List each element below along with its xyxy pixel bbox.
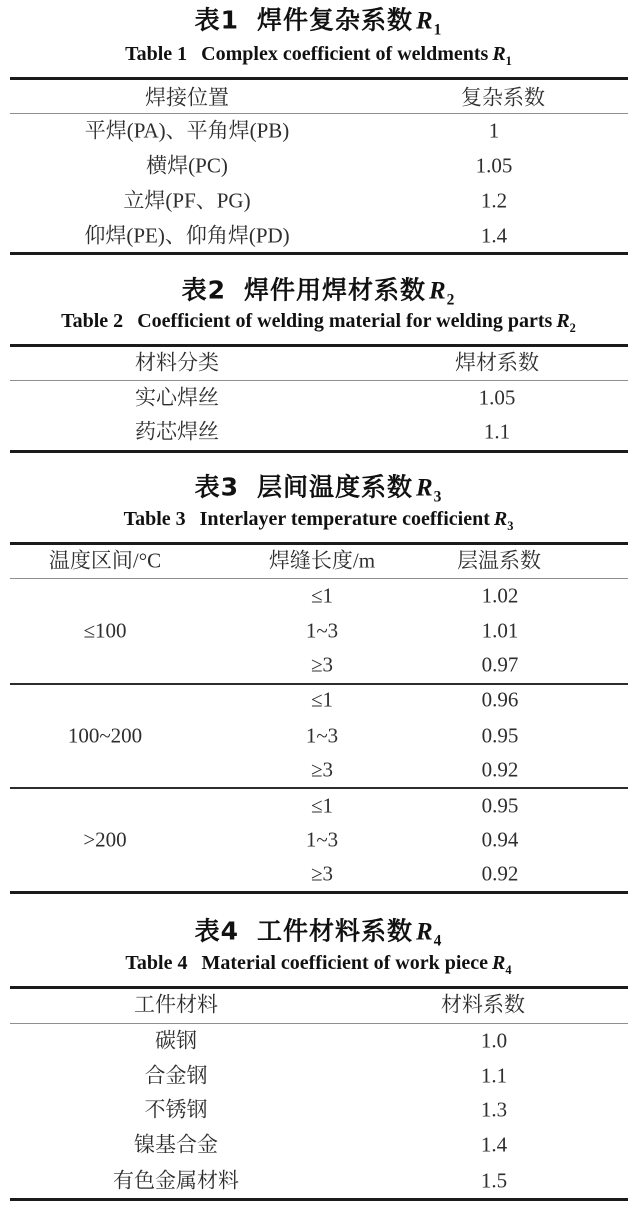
table-cell: 0.92 (481, 861, 519, 886)
table-cell: 实心焊丝 (135, 385, 219, 410)
table2-symbol: $R_2$ (428, 277, 456, 309)
group-label: 100~200 (67, 723, 143, 748)
table1-title-zh: 焊件复杂系数 (256, 5, 413, 35)
table3-title-zh: 层间温度系数 (256, 472, 413, 502)
table-cell: ≤1 (310, 793, 334, 818)
table-cell: 1.05 (478, 385, 516, 410)
table-cell: 1~3 (305, 723, 339, 748)
table4-caption-zh (0, 912, 637, 951)
table3-col-header: 层温系数 (457, 548, 541, 573)
table3-group-rule (10, 787, 628, 789)
table-cell: 碳钢 (155, 1028, 197, 1053)
table-cell: 1.4 (480, 223, 508, 248)
table4-symbol: $R_4$ (415, 918, 443, 950)
table-cell: 1.05 (475, 153, 513, 178)
table1-symbol: $R_1$ (415, 7, 443, 39)
table3-group-rule (10, 683, 628, 685)
table-cell: 1.4 (480, 1132, 508, 1157)
table1-symbol-en: $R_1$ (492, 43, 512, 68)
table2-caption-zh (0, 271, 637, 310)
table3-title-en: Interlayer temperature coefficient (199, 508, 490, 530)
table-cell: 1.01 (481, 618, 519, 643)
table-cell: 0.94 (481, 827, 519, 852)
table4-number-zh: 表4 (194, 916, 239, 946)
table-cell: 0.95 (481, 723, 519, 748)
table3-caption-zh (0, 468, 637, 507)
table3-number-zh: 表3 (194, 472, 239, 502)
table3-top-rule (10, 542, 628, 545)
table-cell: ≥3 (310, 757, 334, 782)
table1-top-rule (10, 77, 628, 80)
table-cell: 1.1 (480, 1063, 508, 1088)
table4-col-header: 材料系数 (441, 992, 525, 1017)
table3-symbol: $R_3$ (415, 474, 443, 506)
table3-header-rule (10, 578, 628, 579)
table-cell: 1.1 (483, 419, 511, 444)
table2-col-header: 焊材系数 (455, 350, 539, 375)
table-cell: 1~3 (305, 618, 339, 643)
table4-symbol-en: $R_4$ (492, 952, 512, 977)
table2-symbol-en: $R_2$ (556, 310, 576, 335)
table4-col-header: 工件材料 (134, 992, 218, 1017)
table-cell: 不锈钢 (144, 1097, 208, 1122)
table-cell: 合金钢 (144, 1063, 208, 1088)
table-cell: 药芯焊丝 (135, 419, 219, 444)
table2-title-en: Coefficient of welding material for welding parts (137, 310, 553, 332)
table1-col-header: 复杂系数 (461, 85, 545, 110)
table2-col-header: 材料分类 (135, 350, 219, 375)
table-cell: 1.2 (480, 188, 508, 213)
table3-col-header: 温度区间/°C (48, 548, 162, 573)
table2-header-rule (10, 380, 628, 381)
group-label: ≤100 (83, 618, 127, 643)
table1-number-en: Table 1 (125, 43, 188, 65)
table4-bottom-rule (10, 1198, 628, 1201)
table-cell: 0.96 (481, 687, 519, 712)
table4-number-en: Table 4 (125, 952, 188, 974)
table-cell: 1 (488, 118, 500, 143)
table-cell: 1.5 (480, 1168, 508, 1193)
table-cell: ≥3 (310, 652, 334, 677)
table-cell: ≥3 (310, 861, 334, 886)
table-cell: 镍基合金 (134, 1132, 218, 1157)
table3-bottom-rule (10, 891, 628, 894)
table-cell: 0.92 (481, 757, 519, 782)
table1-header-rule (10, 113, 628, 114)
table-cell: 仰焊(PE)、仰角焊(PD) (84, 223, 290, 248)
table3-number-en: Table 3 (123, 508, 186, 530)
table-cell: 1.02 (481, 583, 519, 608)
table-cell: 1~3 (305, 827, 339, 852)
table3-symbol-en: $R_3$ (493, 508, 514, 533)
table1-number-zh: 表1 (194, 5, 239, 35)
table3-col-header: 焊缝长度/m (268, 548, 376, 573)
table2-number-en: Table 2 (61, 310, 124, 332)
table4-title-en: Material coefficient of work piece (201, 952, 489, 974)
table1-bottom-rule (10, 252, 628, 255)
table-cell: 横焊(PC) (146, 153, 228, 178)
table-cell: 0.97 (481, 652, 519, 677)
table-cell: 有色金属材料 (113, 1168, 239, 1193)
table-cell: 1.0 (480, 1028, 508, 1053)
table2-title-zh: 焊件用焊材系数 (243, 275, 426, 305)
table4-header-rule (10, 1023, 628, 1024)
table4-top-rule (10, 986, 628, 989)
table2-bottom-rule (10, 450, 628, 453)
table1-caption-zh (0, 1, 637, 40)
group-label: >200 (83, 827, 127, 852)
table-cell: 1.3 (480, 1097, 508, 1122)
table-cell: 立焊(PF、PG) (123, 188, 251, 213)
table-cell: 平焊(PA)、平角焊(PB) (84, 118, 290, 143)
table1-title-en: Complex coefficient of weldments (201, 43, 489, 65)
table4-title-zh: 工件材料系数 (256, 916, 413, 946)
table1-col-header: 焊接位置 (145, 85, 229, 110)
table-cell: ≤1 (310, 687, 334, 712)
table2-number-zh: 表2 (181, 275, 226, 305)
table1-caption-en (0, 43, 637, 69)
table2-top-rule (10, 344, 628, 347)
table-cell: ≤1 (310, 583, 334, 608)
table3-caption-en (0, 508, 637, 534)
table2-caption-en (0, 310, 637, 336)
table-cell: 0.95 (481, 793, 519, 818)
table4-caption-en (0, 952, 637, 978)
